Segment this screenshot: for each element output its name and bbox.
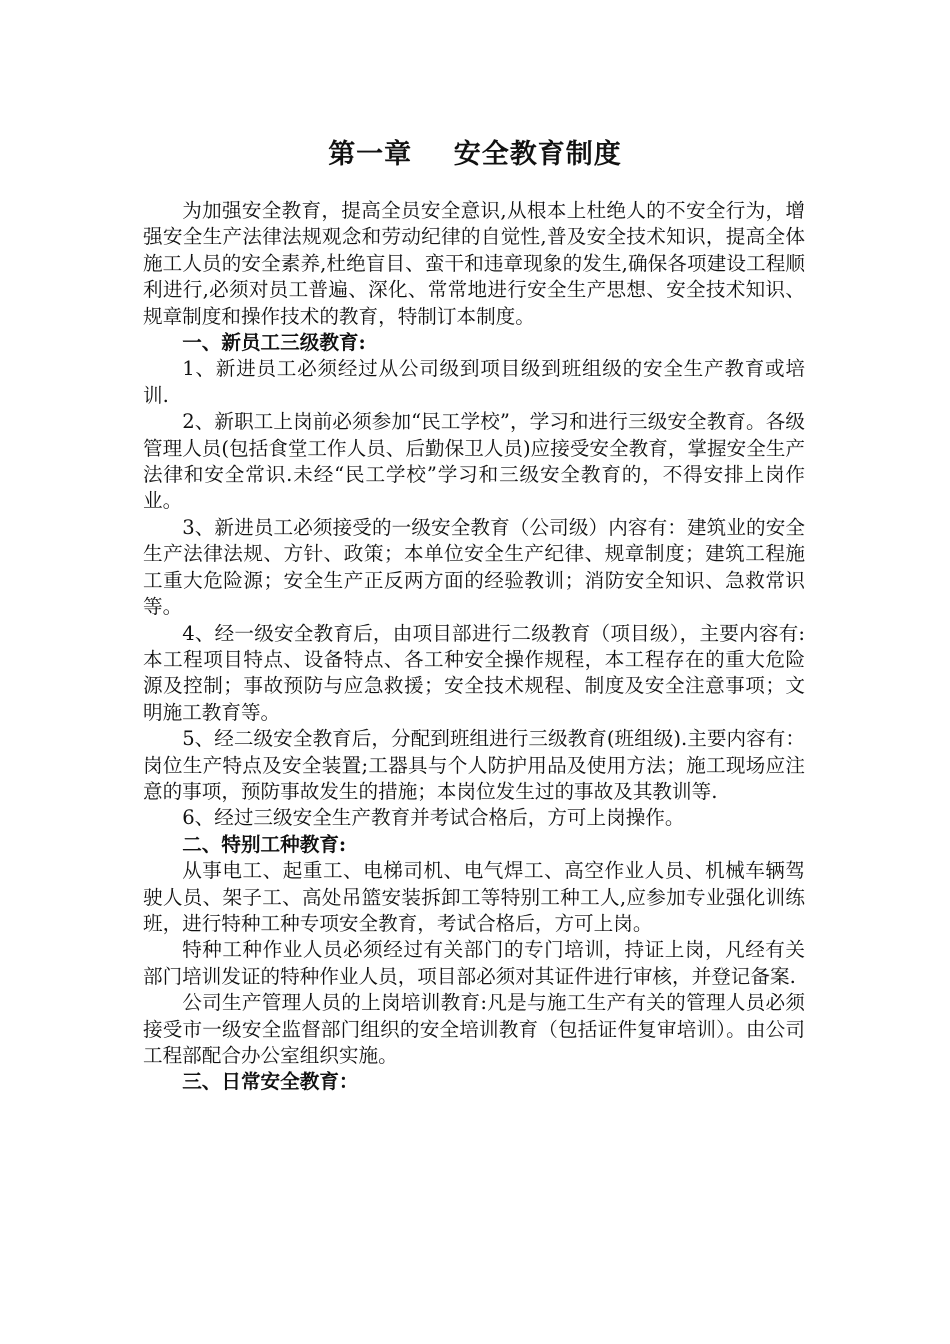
section-1-item: 2、新职工上岗前必须参加“民工学校”，学习和进行三级安全教育。各级管理人员(包括食堂工作人员、后勤保卫人员)应接受安全教育，掌握安全生产法律和安全常识.未经“民工学校”学习和三级安全教育的，不得安排上岗作业。 bbox=[143, 410, 805, 513]
section-1-item: 3、新进员工必须接受的一级安全教育（公司级）内容有：建筑业的安全生产法律法规、方针、政策；本单位安全生产纪律、规章制度；建筑工程施工重大危险源；安全生产正反两方面的经验教训；消防安全知识、急救常识等。 bbox=[143, 515, 805, 619]
intro-paragraph: 为加强安全教育，提高全员安全意识,从根本上杜绝人的不安全行为，增强安全生产法律法规观念和劳动纪律的自觉性,普及安全技术知识，提高全体施工人员的安全素养,杜绝盲目、蛮干和违章现象的发生,确保各项建设工程顺利进行,必须对员工普遍、深化、常常地进行安全生产思想、安全技术知识、规章制度和操作技术的教育，特制订本制度。 bbox=[143, 199, 805, 328]
section-1-item: 5、经二级安全教育后，分配到班组进行三级教育(班组级).主要内容有：岗位生产特点及安全装置;工器具与个人防护用品及使用方法；施工现场应注意的事项，预防事故发生的措施；本岗位发生过的事故及其教训等. bbox=[143, 727, 805, 803]
chapter-title: 第一章 安全教育制度 bbox=[328, 139, 622, 170]
section-1-item: 4、经一级安全教育后，由项目部进行二级教育（项目级），主要内容有:本工程项目特点、设备特点、各工种安全操作规程，本工程存在的重大危险源及控制；事故预防与应急救援；安全技术规程、制度及安全注意事项；文明施工教育等。 bbox=[143, 621, 805, 724]
section-1-item: 6、经过三级安全生产教育并考试合格后，方可上岗操作。 bbox=[182, 806, 685, 830]
section-1-heading: 一、新员工三级教育: bbox=[182, 331, 366, 355]
section-2-paragraph: 公司生产管理人员的上岗培训教育:凡是与施工生产有关的管理人员必须接受市一级安全监督部门组织的安全培训教育（包括证件复审培训）。由公司工程部配合办公室组织实施。 bbox=[143, 991, 805, 1067]
section-2-paragraph: 从事电工、起重工、电梯司机、电气焊工、高空作业人员、机械车辆驾驶人员、架子工、高处吊篮安装拆卸工等特别工种工人,应参加专业强化训练班，进行特种工种专项安全教育，考试合格后，方可上岗。 bbox=[143, 859, 805, 935]
document-body bbox=[143, 198, 805, 1096]
section-3-heading: 三、日常安全教育： bbox=[182, 1070, 359, 1094]
section-2-paragraph: 特种工种作业人员必须经过有关部门的专门培训，持证上岗，凡经有关部门培训发证的特种作业人员，项目部必须对其证件进行审核，并登记备案. bbox=[143, 938, 805, 988]
section-1-item: 1、新进员工必须经过从公司级到项目级到班组级的安全生产教育或培训. bbox=[143, 357, 805, 407]
section-2-heading: 二、特别工种教育: bbox=[182, 832, 347, 856]
